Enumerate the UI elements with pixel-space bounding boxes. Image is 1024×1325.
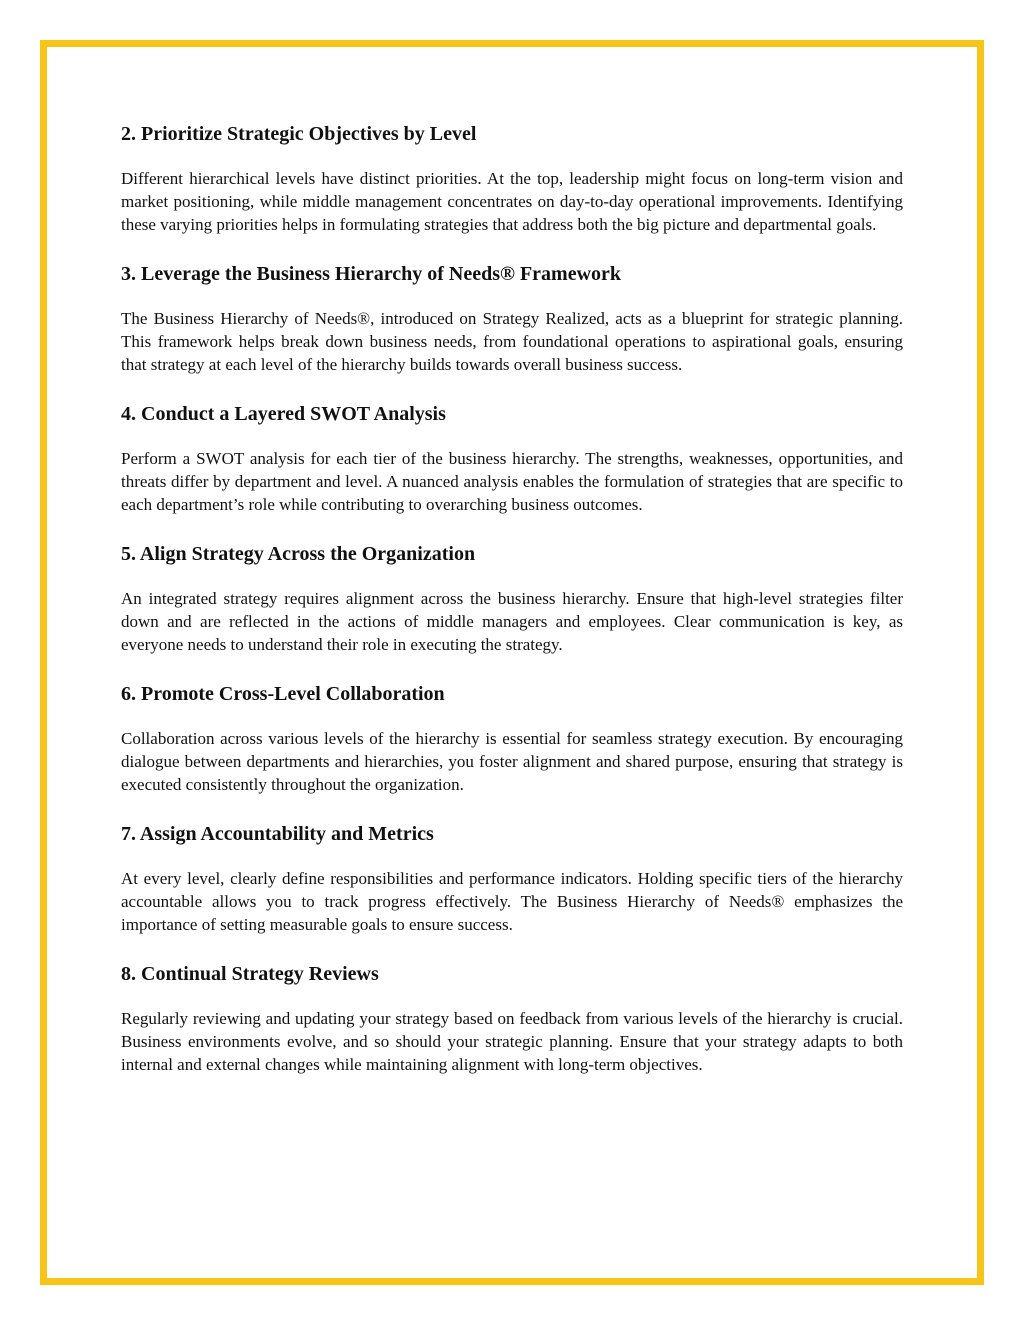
section-heading: 4. Conduct a Layered SWOT Analysis <box>121 403 446 425</box>
section-prioritize-objectives <box>121 120 903 236</box>
section-body: Regularly reviewing and updating your strategy based on feedback from various levels of the hierarchy is crucial. Business environments evolve, and so should your strategic planning. Ensure that your strategy adapts to both internal and external changes while maintaining alignment with long-term objectives. <box>121 1009 903 1074</box>
section-heading: 8. Continual Strategy Reviews <box>121 963 379 985</box>
section-align-strategy <box>121 540 903 656</box>
document-content <box>121 120 903 1100</box>
section-strategy-reviews <box>121 960 903 1076</box>
section-body: An integrated strategy requires alignment across the business hierarchy. Ensure that high-level strategies filter down and are reflected in the actions of middle managers and employees. Clear communication is key, as everyone needs to understand their role in executing the strategy. <box>121 589 903 654</box>
section-heading: 6. Promote Cross-Level Collaboration <box>121 683 445 705</box>
section-body: The Business Hierarchy of Needs®, introduced on Strategy Realized, acts as a blueprint for strategic planning. This framework helps break down business needs, from foundational operations to aspirational goals, ensuring that strategy at each level of the hierarchy builds towards overall business success. <box>121 309 903 374</box>
section-heading: 5. Align Strategy Across the Organization <box>121 543 476 565</box>
section-body: At every level, clearly define responsibilities and performance indicators. Holding specific tiers of the hierarchy accountable allows you to track progress effectively. The Business Hierarchy of Needs® emphasizes the importance of setting measurable goals to ensure success. <box>121 869 903 934</box>
section-body: Perform a SWOT analysis for each tier of the business hierarchy. The strengths, weaknesses, opportunities, and threats differ by department and level. A nuanced analysis enables the formulation of strategies that are specific to each department’s role while contributing to overarching business outcomes. <box>121 449 903 514</box>
section-cross-level-collaboration <box>121 680 903 796</box>
section-hierarchy-of-needs <box>121 260 903 376</box>
section-body: Collaboration across various levels of the hierarchy is essential for seamless strategy execution. By encouraging dialogue between departments and hierarchies, you foster alignment and shared purpose, ensuring that strategy is executed consistently throughout the organization. <box>121 729 903 794</box>
section-body: Different hierarchical levels have distinct priorities. At the top, leadership might focus on long-term vision and market positioning, while middle management concentrates on day-to-day operational improvements. Identifying these varying priorities helps in formulating strategies that address both the big picture and departmental goals. <box>121 169 903 234</box>
section-heading: 3. Leverage the Business Hierarchy of Needs® Framework <box>121 263 622 285</box>
section-heading: 2. Prioritize Strategic Objectives by Level <box>121 123 477 145</box>
section-layered-swot <box>121 400 903 516</box>
section-accountability-metrics <box>121 820 903 936</box>
section-heading: 7. Assign Accountability and Metrics <box>121 823 434 845</box>
